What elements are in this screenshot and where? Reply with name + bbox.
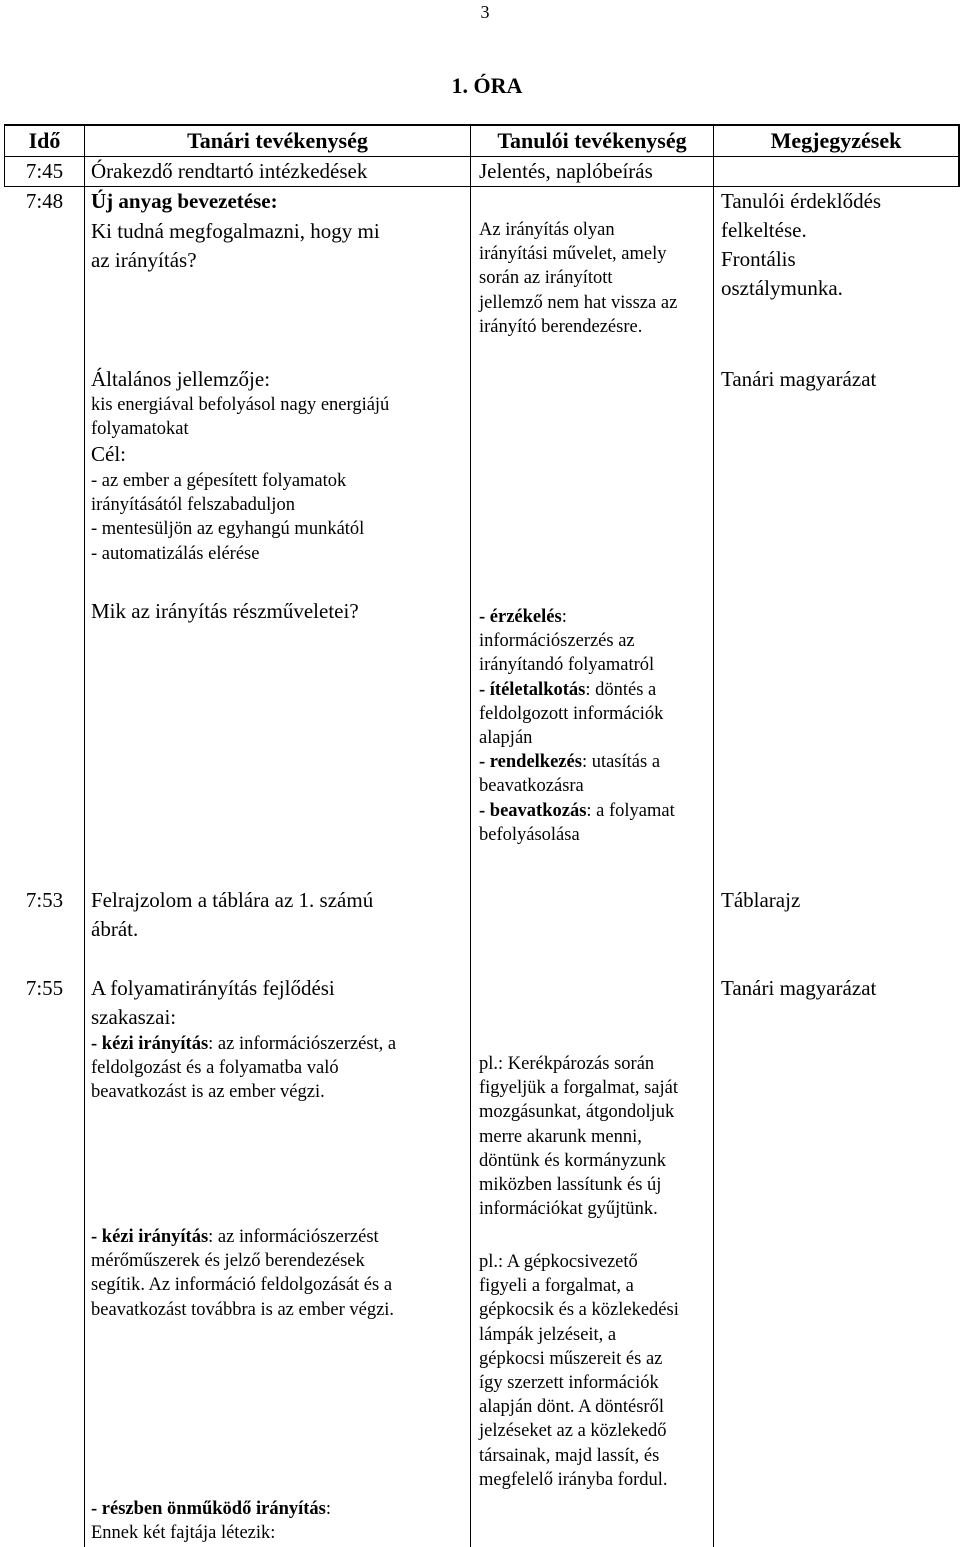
sub-op-sensing xyxy=(479,605,675,629)
sub-op-intervention xyxy=(479,799,675,823)
sub-operations-question: Mik az irányítás részműveletei? xyxy=(91,599,359,623)
stage-text-line: beavatkozást továbbra is az ember végzi. xyxy=(91,1299,395,1320)
sub-op-desc: : döntés a xyxy=(585,679,657,700)
student-activity-745: Jelentés, naplóbeírás xyxy=(479,159,653,183)
example-line: figyeljük a forgalmat, saját xyxy=(479,1078,678,1099)
example-line: jelzéseket az a közlekedő xyxy=(479,1421,667,1442)
stages-heading-line-2: szakaszai: xyxy=(91,1005,177,1029)
example-car-driver xyxy=(479,1250,679,1492)
example-line: figyeli a forgalmat, a xyxy=(479,1276,634,1297)
definition-line: irányítási művelet, amely xyxy=(479,244,667,265)
sub-op-desc-line: információszerzés az xyxy=(479,631,635,652)
example-line: megfelelő irányba fordul. xyxy=(479,1469,668,1490)
sub-op-desc: : utasítás a xyxy=(581,752,661,773)
sub-op-term: - érzékelés xyxy=(479,607,562,627)
definition-line: jellemző nem hat vissza az xyxy=(479,292,678,313)
stage-text: : az információszerzést xyxy=(208,1227,379,1247)
definition-line: Az irányítás olyan xyxy=(479,220,615,240)
teacher-activity-745: Órakezdő rendtartó intézkedések xyxy=(91,159,368,183)
sub-op-term: - rendelkezés xyxy=(479,752,582,773)
example-line: gépkocsi műszereit és az xyxy=(479,1348,663,1369)
general-text-line: kis energiával befolyásol nagy energiájú xyxy=(91,395,390,415)
stage-text-line: segítik. Az információ feldolgozását és a xyxy=(91,1275,393,1296)
lesson-title: 1. ÓRA xyxy=(451,73,523,98)
sub-op-desc-line: befolyásolása xyxy=(479,824,580,845)
header-notes: Megjegyzések xyxy=(770,128,902,153)
sub-op-desc-line: irányítandó folyamatról xyxy=(479,655,655,676)
sub-op-desc-line: feldolgozott információk xyxy=(479,703,664,724)
sub-op-term: - ítéletalkotás xyxy=(479,679,586,700)
stages-heading-line-1: A folyamatirányítás fejlődési xyxy=(91,976,335,1000)
example-line: döntünk és kormányzunk xyxy=(479,1150,667,1171)
general-text-line: folyamatokat xyxy=(91,419,189,440)
goal-item: irányításától felszabaduljon xyxy=(91,495,295,516)
note-line: Tanulói érdeklődés xyxy=(721,189,882,213)
general-heading: Általános jellemzője: xyxy=(91,367,271,391)
sub-operations-list xyxy=(479,605,675,847)
example-line: társainak, majd lassít, és xyxy=(479,1445,660,1466)
time-753: 7:53 xyxy=(25,888,64,912)
example-line: pl.: Kerékpározás során xyxy=(479,1054,655,1074)
header-teacher-activity: Tanári tevékenység xyxy=(187,128,368,153)
stage-text: : az információszerzést, a xyxy=(208,1034,397,1054)
stage-term: - kézi irányítás xyxy=(91,1227,209,1247)
definition-line: irányító berendezésre. xyxy=(479,316,643,337)
time-745: 7:45 xyxy=(25,159,64,183)
general-text xyxy=(91,393,389,441)
example-line: alapján dönt. A döntésről xyxy=(479,1397,664,1418)
example-line: merre akarunk menni, xyxy=(479,1126,642,1147)
stage-term: - részben önműködő irányítás xyxy=(91,1499,326,1519)
goal-item: - az ember a gépesített folyamatok xyxy=(91,471,347,491)
note-board-drawing: Táblarajz xyxy=(721,888,801,912)
definition-line: során az irányított xyxy=(479,268,613,289)
teacher-question-line-1: Ki tudná megfogalmazni, hogy mi xyxy=(91,219,380,243)
page-number: 3 xyxy=(480,2,490,22)
example-line: pl.: A gépkocsivezető xyxy=(479,1252,638,1272)
sub-op-term: - beavatkozás xyxy=(479,800,587,821)
stage-text-line: Ennek két fajtája létezik: xyxy=(91,1523,276,1544)
goal-heading: Cél: xyxy=(91,442,126,466)
stage-term: - kézi irányítás xyxy=(91,1034,209,1054)
control-definition xyxy=(479,218,677,339)
stage-text-line: mérőműszerek és jelző berendezések xyxy=(91,1251,365,1272)
new-material-title: Új anyag bevezetése: xyxy=(91,189,278,213)
example-line: miközben lassítunk és új xyxy=(479,1175,662,1196)
note-interest xyxy=(721,187,881,303)
sub-op-desc: : xyxy=(561,607,567,627)
teacher-activity-753-line-2: ábrát. xyxy=(91,917,139,941)
time-755: 7:55 xyxy=(25,976,64,1000)
note-explanation-2: Tanári magyarázat xyxy=(721,976,877,1000)
teacher-activity-753-line-1: Felrajzolom a táblára az 1. számú xyxy=(91,888,374,912)
goal-item: - automatizálás elérése xyxy=(91,543,260,564)
goal-item: - mentesüljön az egyhangú munkától xyxy=(91,519,365,540)
stage-partially-automatic xyxy=(91,1497,331,1545)
sub-op-desc: : a folyamat xyxy=(586,800,675,821)
teacher-question-line-2: az irányítás? xyxy=(91,248,197,272)
stage-manual-control-2 xyxy=(91,1225,394,1322)
note-line: osztálymunka. xyxy=(721,276,843,300)
example-line: így szerzett információk xyxy=(479,1373,659,1394)
time-748: 7:48 xyxy=(25,189,64,213)
example-line: mozgásunkat, átgondoljuk xyxy=(479,1102,675,1123)
header-time: Idő xyxy=(28,128,61,153)
header-student-activity: Tanulói tevékenység xyxy=(497,128,687,153)
example-bicycle xyxy=(479,1052,678,1221)
note-line: felkeltése. xyxy=(721,218,807,242)
stage-text-line: feldolgozást és a folyamatba való xyxy=(91,1058,339,1079)
note-line: Frontális xyxy=(721,247,796,271)
sub-op-command xyxy=(479,750,675,774)
example-line: információkat gyűjtünk. xyxy=(479,1199,658,1220)
stage-text-line: beavatkozást is az ember végzi. xyxy=(91,1082,325,1103)
stage-manual-control-1 xyxy=(91,1032,396,1105)
stage-text: : xyxy=(325,1499,332,1519)
goal-list xyxy=(91,469,364,566)
sub-op-desc-line: alapján xyxy=(479,728,533,749)
sub-op-desc-line: beavatkozásra xyxy=(479,776,584,797)
note-explanation-1: Tanári magyarázat xyxy=(721,367,877,391)
example-line: lámpák jelzéseit, a xyxy=(479,1324,617,1345)
example-line: gépkocsik és a közlekedési xyxy=(479,1300,679,1321)
sub-op-judgement xyxy=(479,678,675,702)
